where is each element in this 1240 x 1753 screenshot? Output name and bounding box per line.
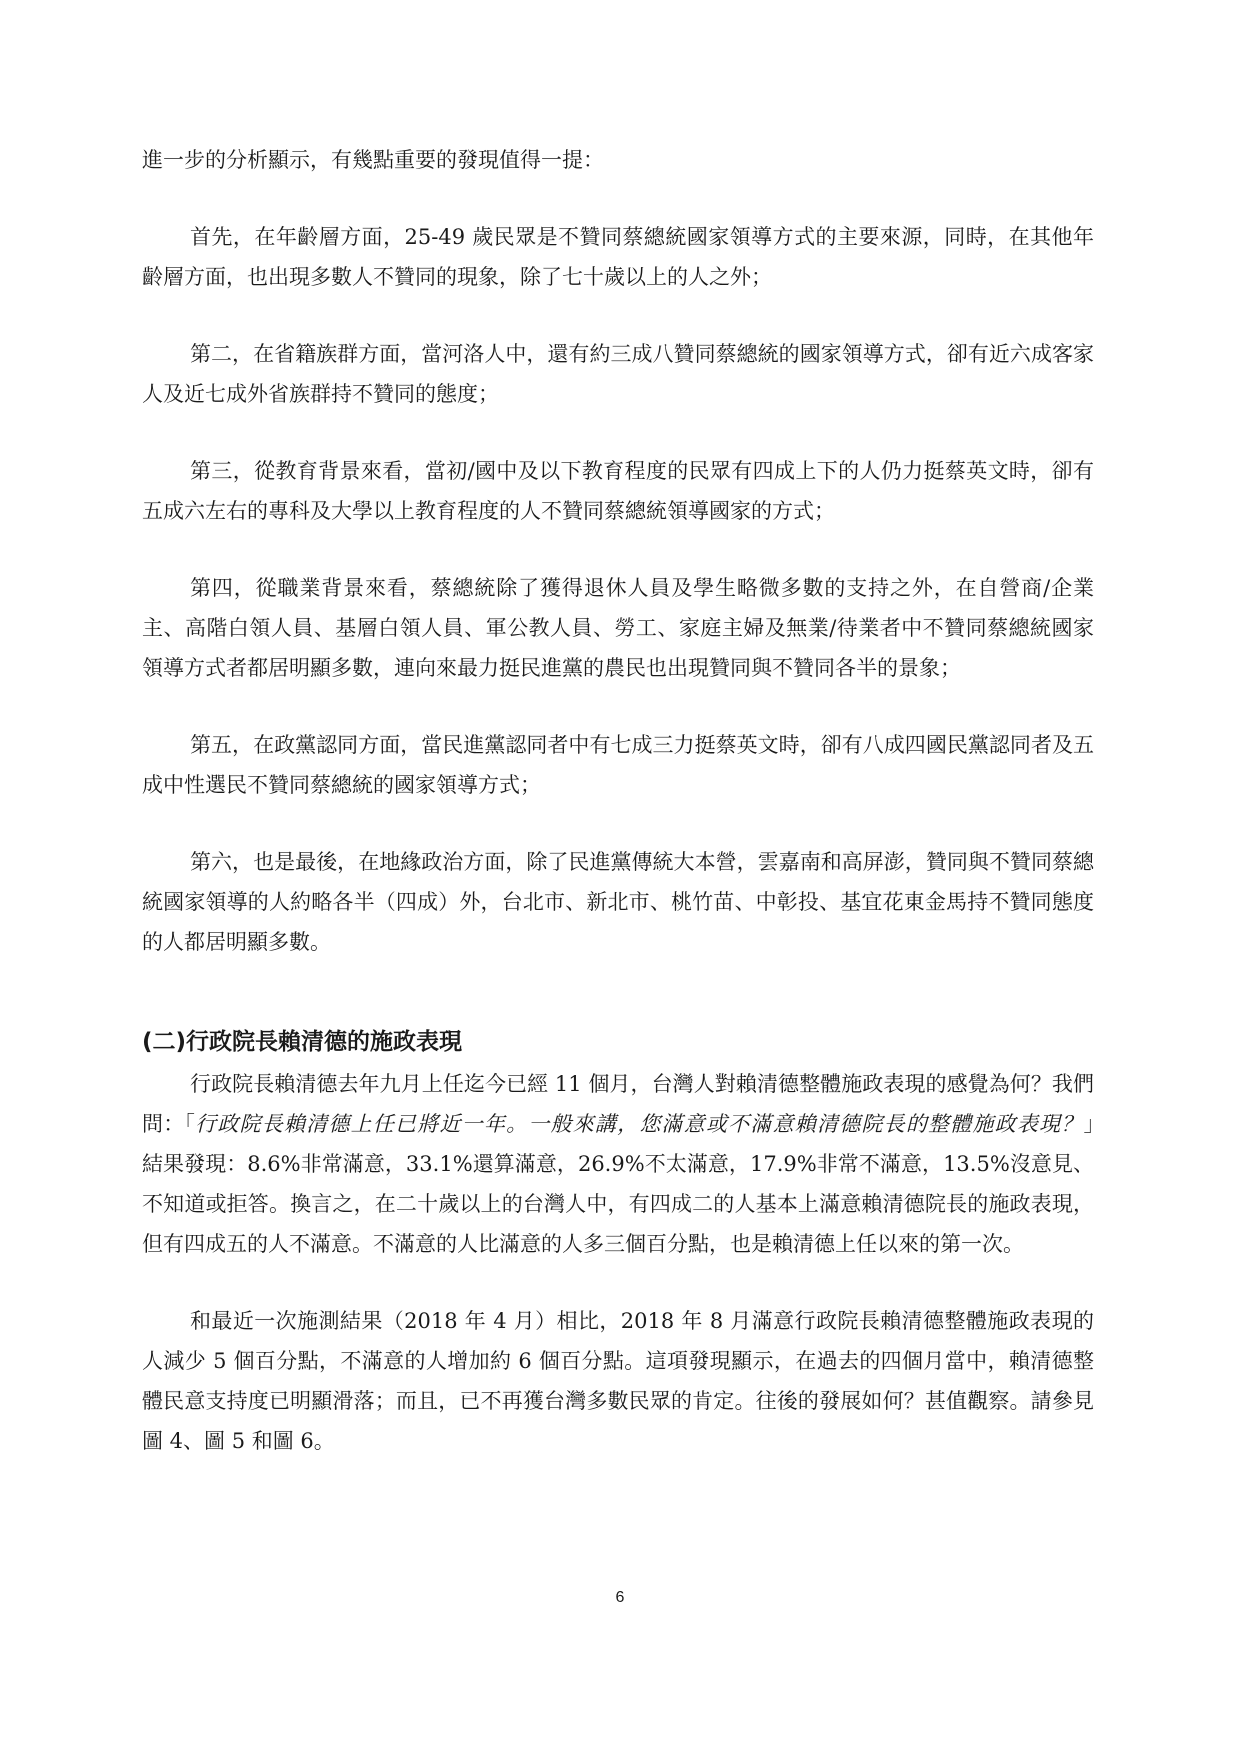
para1-lead-text: 行政院長賴清德去年九月上任迄今已經 11 個月，台灣人對賴清德整體施政表現的感覺為何？我們問：「 <box>142 1072 1094 1136</box>
finding-fourth: 第四，從職業背景來看，蔡總統除了獲得退休人員及學生略微多數的支持之外，在自營商/企業主、高階白領人員、基層白領人員、軍公教人員、勞工、家庭主婦及無業/待業者中不贊同蔡總統國家領導方式者都居明顯多數，連向來最力挺民進黨的農民也出現贊同與不贊同各半的景象； <box>142 576 1094 680</box>
finding-fifth: 第五，在政黨認同方面，當民進黨認同者中有七成三力挺蔡英文時，卻有八成四國民黨認同者及五成中性選民不贊同蔡總統的國家領導方式； <box>142 733 1094 797</box>
finding-third: 第三，從教育背景來看，當初/國中及以下教育程度的民眾有四成上下的人仍力挺蔡英文時，卻有五成六左右的專科及大學以上教育程度的人不贊同蔡總統領導國家的方式； <box>142 459 1094 523</box>
finding-first: 首先，在年齡層方面，25-49 歲民眾是不贊同蔡總統國家領導方式的主要來源，同時，在其他年齡層方面，也出現多數人不贊同的現象，除了七十歲以上的人之外； <box>142 225 1094 289</box>
section-paragraph-2: 和最近一次施測結果（2018 年 4 月）相比，2018 年 8 月滿意行政院長賴清德整體施政表現的人減少 5 個百分點，不滿意的人增加約 6 個百分點。這項發現顯示，在過去的四個月當中，賴清德整體民意支持度已明顯滑落；而且，已不再獲台灣多數民眾的肯定。往後的發展如何？甚值觀察。請參見圖 4、圖 5 和圖 6。 <box>142 1309 1094 1453</box>
para1-result-text: 」結果發現：8.6%非常滿意，33.1%還算滿意，26.9%不太滿意，17.9%非常不滿意，13.5%沒意見、不知道或拒答。換言之，在二十歲以上的台灣人中，有四成二的人基本上滿意賴清德院長的施政表現，但有四成五的人不滿意。不滿意的人比滿意的人多三個百分點，也是賴清德上任以來的第一次。 <box>142 1112 1095 1256</box>
survey-question: 行政院長賴清德上任已將近一年。一般來講，您滿意或不滿意賴清德院長的整體施政表現？ <box>195 1112 1084 1136</box>
section-heading: (二)行政院長賴清德的施政表現 <box>142 1029 463 1055</box>
intro-paragraph: 進一步的分析顯示，有幾點重要的發現值得一提： <box>142 148 604 172</box>
document-body <box>142 140 1094 1461</box>
finding-sixth: 第六，也是最後，在地緣政治方面，除了民進黨傳統大本營，雲嘉南和高屏澎，贊同與不贊同蔡總統國家領導的人約略各半（四成）外，台北市、新北市、桃竹苗、中彰投、基宜花東金馬持不贊同態度的人都居明顯多數。 <box>142 850 1094 954</box>
page-number: 6 <box>615 1589 625 1606</box>
section-paragraph-1 <box>142 1064 1094 1264</box>
finding-second: 第二，在省籍族群方面，當河洛人中，還有約三成八贊同蔡總統的國家領導方式，卻有近六成客家人及近七成外省族群持不贊同的態度； <box>142 342 1094 406</box>
